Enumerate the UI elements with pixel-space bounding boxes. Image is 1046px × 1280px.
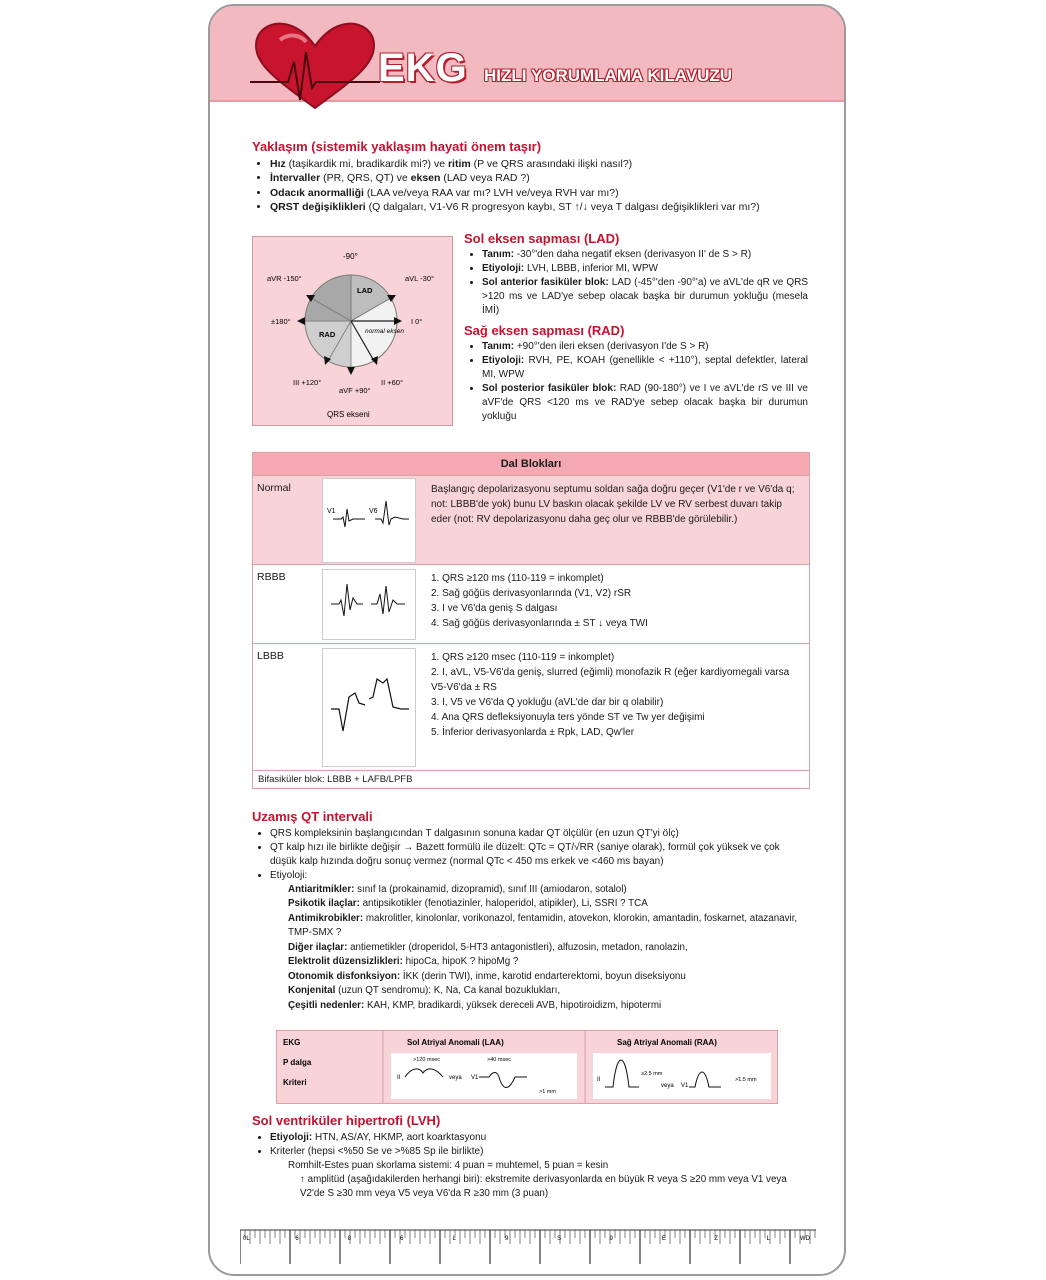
laa-title: Sol Atriyal Anomali (LAA): [407, 1038, 504, 1047]
axis-caption: QRS ekseni: [327, 410, 370, 419]
rad-item: • Etiyoloji: RVH, PE, KOAH (genellikle < +110°), septal defektler, lateral MI, WPW: [482, 354, 808, 382]
svg-text:II: II: [397, 1075, 401, 1081]
raa-title: Sağ Atriyal Anomali (RAA): [617, 1038, 717, 1047]
axis-label-top: -90°: [343, 252, 358, 261]
table-row: [253, 643, 809, 770]
bundle-table-heading: Dal Blokları: [253, 453, 809, 475]
ruler-label: 6: [295, 1236, 299, 1242]
ruler-label: Z: [714, 1236, 718, 1242]
svg-text:>1 mm: >1 mm: [539, 1089, 556, 1095]
svg-text:veya: veya: [449, 1075, 462, 1081]
atrial-col-criteria: Kriteri: [283, 1078, 307, 1087]
row-name: Normal: [257, 482, 291, 494]
svg-text:II: II: [597, 1077, 601, 1083]
etiology-item: Antiaritmikler: sınıf Ia (prokainamid, dizopramid), sınıf III (amiodaron, sotalol): [288, 883, 627, 895]
title-ekg: EKG: [378, 46, 468, 90]
axis-wheel: [253, 237, 452, 425]
ecg-trace-rbbb: [322, 569, 416, 640]
axis-label-avr: aVR -150°: [267, 274, 302, 283]
lad-item: • Tanım: -30°'den daha negatif eksen (derivasyon II' de S > R): [482, 248, 808, 262]
svg-text:V1: V1: [681, 1083, 689, 1089]
axis-label-left: ±180°: [271, 317, 291, 326]
ruler-label: S: [557, 1236, 562, 1242]
ecg-trace-lbbb: [322, 648, 416, 767]
lvh-sub: ↑ amplitüd (aşağıdakilerden herhangi biri): ekstremite derivasyonlarda en büyük R veya S ≥20 mm veya V1 veya V2'de S ≥30 mm veya V5 veya V6'da R ≥30 mm (3 puan): [300, 1173, 787, 1199]
svg-text:>1.5 mm: >1.5 mm: [735, 1077, 757, 1083]
ruler-label: L: [766, 1236, 770, 1242]
bundle-branch-table: [252, 452, 810, 789]
heart-icon: [250, 22, 380, 112]
approach-item: • İntervaller (PR, QRS, QT) ve eksen (LAD veya RAD ?): [270, 171, 808, 186]
axis-label-iii: III +120°: [293, 378, 322, 387]
atrial-col-ekg: EKG: [283, 1038, 301, 1047]
qt-heading: Uzamış QT intervali: [252, 809, 373, 824]
etiology-item: Otonomik disfonksiyon: İKK (derin TWI), inme, karotid endarterektomi, boyun diseksiyonu: [288, 970, 686, 982]
title-subtitle: HIZLI YORUMLAMA KILAVUZU: [484, 66, 733, 85]
table-row: [253, 475, 809, 564]
ruler-label: L: [452, 1236, 456, 1242]
lad-item: • Sol anterior fasiküler blok: LAD (-45°'den -90°'a) ve aVL'de qR ve QRS >120 ms ve LAD'ye sebep olacak başka bir durumun yokluğu (mesela İMİ): [482, 276, 808, 318]
ruler-label: WD: [800, 1236, 810, 1242]
row-name: LBBB: [257, 650, 284, 662]
qt-item: • Etiyoloji:: [270, 869, 808, 883]
atrial-abnormality-table: [276, 1030, 778, 1104]
ruler-label: 9: [609, 1236, 613, 1242]
svg-text:≥2.5 mm: ≥2.5 mm: [641, 1071, 663, 1077]
row-description: 1. QRS ≥120 msec (110-119 = inkomplet) 2. I, aVL, V5-V6'da geniş, slurred (eğimli) monofazik R (eğer kardiyomegali varsa V5-V6'da ± RS 3. I, V5 ve V6'da Q yokluğu (aVL'de dar bir q olabilir) 4. Ana QRS defleksiyonuyla ters yönde ST ve Tw yer değişimi 5. İnferior derivasyonlarda ± Rpk, LAD, Qw'ler: [431, 652, 790, 738]
etiology-item: Çeşitli nedenler: KAH, KMP, bradikardi, yüksek dereceli AVB, hipotiroidizm, hipotermi: [288, 999, 662, 1011]
axis-label-avl: aVL -30°: [405, 274, 434, 283]
approach-heading: Yaklaşım (sistemik yaklaşım hayati önem taşır): [252, 139, 542, 154]
ruler-label: E: [661, 1236, 666, 1242]
ekg-guide-card: [208, 4, 846, 1276]
qt-item: • QT kalp hızı ile birlikte değişir → Bazett formülü ile düzelt: QTc = QT/√RR (saniye olarak), formül çok yüksek ve çok düşük kalp hızında doğru sonuç vermez (normal QTc < 450 ms erkek ve <460 ms bayan): [270, 841, 808, 869]
axis-deviation-text: [464, 232, 808, 424]
rad-item: • Tanım: +90°'den ileri eksen (derivasyon I'de S > R): [482, 340, 808, 354]
approach-item: • QRST değişiklikleri (Q dalgaları, V1-V6 R progresyon kaybı, ST ↑/↓ veya T dalgası değişiklikleri var mı?): [270, 200, 808, 215]
table-row: [253, 564, 809, 643]
ruler-label: 9: [504, 1236, 509, 1242]
svg-text:V1: V1: [327, 507, 336, 515]
bundle-footer: Bifasiküler blok: LBBB + LAFB/LPFB: [253, 770, 809, 788]
qt-item: • QRS kompleksinin başlangıcından T dalgasının sonuna kadar QT ölçülür (en uzun QT'yi ölç): [270, 827, 808, 841]
rad-item: • Sol posterior fasiküler blok: RAD (90-180°) ve I ve aVL'de rS ve III ve aVF'de QRS <120 ms ve RAD'ye sebep olacak başka bir durumun yokluğu: [482, 382, 808, 424]
svg-text:veya: veya: [661, 1083, 674, 1089]
lad-item: • Etiyoloji: LVH, LBBB, inferior MI, WPW: [482, 262, 808, 276]
lvh-item: • Kriterler (hepsi <%50 Se ve >%85 Sp ile birlikte): [270, 1145, 808, 1159]
approach-section: [252, 140, 808, 215]
header-banner: [210, 6, 844, 102]
ruler: [240, 1228, 816, 1268]
row-name: RBBB: [257, 571, 286, 583]
qt-etiology-list: [252, 883, 808, 1014]
etiology-item: Antimikrobikler: makrolitler, kinolonlar, vorikonazol, fentamidin, atovekon, klorokin, amantadin, foskarnet, atazanavir, TMP-SMX ?: [288, 912, 798, 938]
ruler-label: 0L: [243, 1236, 250, 1242]
axis-label-lad: LAD: [357, 286, 373, 295]
ruler-label: 8: [347, 1236, 352, 1242]
rad-heading: Sağ eksen sapması (RAD): [464, 323, 625, 338]
lvh-heading: Sol ventriküler hipertrofi (LVH): [252, 1113, 441, 1128]
ruler-label: 6: [400, 1236, 404, 1242]
axis-label-avf: aVF +90°: [339, 386, 371, 395]
approach-item: • Odacık anormalliği (LAA ve/veya RAA var mı? LVH ve/veya RVH var mı?): [270, 186, 808, 201]
axis-label-right: I 0°: [411, 317, 423, 326]
approach-item: • Hız (taşikardik mi, bradikardik mi?) ve ritim (P ve QRS arasındaki ilişki nasıl?): [270, 157, 808, 172]
row-description: Başlangıç depolarizasyonu septumu soldan sağa doğru geçer (V1'de r ve V6'da q; not: LBBB'de yok) bunu LV baskın olacak şekilde LV ve RV serbest duvarı takip eder (not: RV depolarizasyonu daha geç olur ve RBBB'de görülebilir.): [431, 484, 795, 525]
lvh-item: • Etiyoloji: HTN, AS/AY, HKMP, aort koarktasyonu: [270, 1131, 808, 1145]
etiology-item: Psikotik ilaçlar: antipsikotikler (fenotiazinler, haloperidol, atipikler), Li, SSRI ? TCA: [288, 898, 648, 909]
ecg-trace-normal: [322, 478, 416, 563]
lvh-sub: Romhilt-Estes puan skorlama sistemi: 4 puan = muhtemel, 5 puan = kesin: [288, 1159, 609, 1171]
etiology-item: Elektrolit düzensizlikleri: hipoCa, hipoK ? hipoMg ?: [288, 956, 519, 967]
svg-text:>120 msec: >120 msec: [413, 1057, 441, 1063]
lad-heading: Sol eksen sapması (LAD): [464, 231, 620, 246]
svg-text:>40 msec: >40 msec: [487, 1057, 511, 1063]
svg-text:V1: V1: [471, 1075, 479, 1081]
axis-label-normal: normal eksen: [365, 328, 405, 335]
row-description: 1. QRS ≥120 ms (110-119 = inkomplet) 2. Sağ göğüs derivasyonlarında (V1, V2) rSR 3. I ve V6'da geniş S dalgası 4. Sağ göğüs derivasyonlarında ± ST ↓ veya TWI: [431, 573, 648, 629]
etiology-item: Diğer ilaçlar: antiemetikler (droperidol, 5-HT3 antagonistleri), alfuzosin, metadon, ranolazin,: [288, 941, 688, 953]
axis-label-ii: II +60°: [381, 378, 403, 387]
axis-diagram: [252, 236, 453, 426]
qt-section: [252, 810, 808, 1013]
svg-text:V6: V6: [369, 507, 378, 515]
atrial-col-p: P dalga: [283, 1058, 312, 1067]
etiology-item: Konjenital (uzun QT sendromu): K, Na, Ca kanal bozuklukları,: [288, 985, 561, 996]
lvh-section: [252, 1114, 808, 1201]
axis-label-rad: RAD: [319, 330, 336, 339]
